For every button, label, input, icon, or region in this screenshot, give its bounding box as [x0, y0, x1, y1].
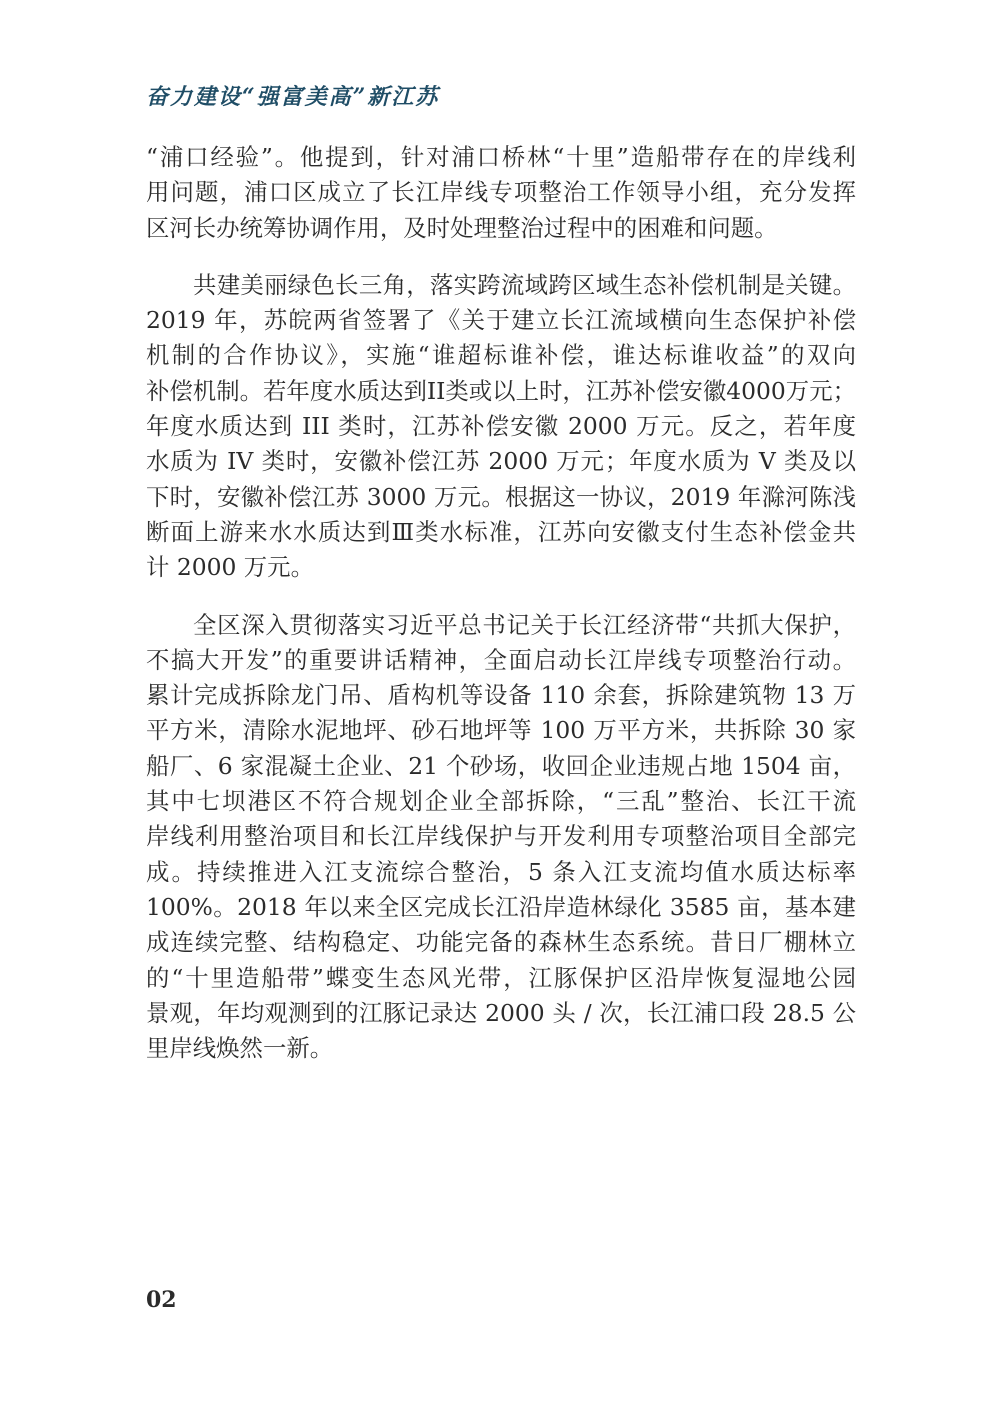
text-line: 船厂、6 家混凝土企业、21 个砂场，收回企业违规占地 1504 亩， — [146, 751, 856, 780]
text-line: 岸线利用整治项目和长江岸线保护与开发利用专项整治项目全部完 — [146, 822, 856, 851]
page-number: 02 — [146, 1287, 177, 1313]
paragraph-3 — [146, 608, 856, 1067]
text-line: 全区深入贯彻落实习近平总书记关于长江经济带“共抓大保护， — [193, 610, 856, 639]
paragraph-2 — [146, 268, 856, 586]
body-text — [146, 140, 856, 1088]
text-line: 补偿机制。若年度水质达到II类或以上时，江苏补偿安徽4000万元； — [146, 376, 856, 405]
text-line: 计 2000 万元。 — [146, 553, 314, 582]
text-line: 机制的合作协议》，实施“谁超标谁补偿，谁达标谁收益”的双向 — [146, 341, 856, 370]
running-header-title: 奋力建设“强富美高”新江苏 — [146, 84, 440, 110]
text-line: 用问题，浦口区成立了长江岸线专项整治工作领导小组，充分发挥 — [146, 178, 856, 207]
text-line: 共建美丽绿色长三角，落实跨流域跨区域生态补偿机制是关键。 — [193, 270, 856, 299]
text-line: 景观，年均观测到的江豚记录达 2000 头 / 次，长江浦口段 28.5 公 — [146, 998, 856, 1027]
text-line: 100%。2018 年以来全区完成长江沿岸造林绿化 3585 亩，基本建 — [146, 892, 856, 921]
text-line: 下时，安徽补偿江苏 3000 万元。根据这一协议，2019 年滁河陈浅 — [146, 482, 856, 511]
text-line: 成连续完整、结构稳定、功能完备的森林生态系统。昔日厂棚林立 — [146, 928, 856, 957]
text-line: 成。持续推进入江支流综合整治，5 条入江支流均值水质达标率 — [146, 857, 856, 886]
text-line: 断面上游来水水质达到Ⅲ类水标准，江苏向安徽支付生态补偿金共 — [146, 517, 856, 546]
text-line: 平方米，清除水泥地坪、砂石地坪等 100 万平方米，共拆除 30 家 — [146, 716, 856, 745]
paragraph-1 — [146, 140, 856, 246]
text-line: 累计完成拆除龙门吊、盾构机等设备 110 余套，拆除建筑物 13 万 — [146, 681, 856, 710]
text-line: “浦口经验”。他提到，针对浦口桥林“十里”造船带存在的岸线利 — [146, 143, 856, 171]
text-line: 水质为 IV 类时，安徽补偿江苏 2000 万元；年度水质为 V 类及以 — [146, 447, 856, 476]
text-line: 其中七坝港区不符合规划企业全部拆除，“三乱”整治、长江干流 — [146, 787, 856, 816]
text-line: 区河长办统筹协调作用，及时处理整治过程中的困难和问题。 — [146, 213, 778, 242]
text-line: 年度水质达到 III 类时，江苏补偿安徽 2000 万元。反之，若年度 — [146, 412, 856, 441]
text-line: 的“十里造船带”蝶变生态风光带，江豚保护区沿岸恢复湿地公园 — [146, 963, 856, 992]
text-line: 不搞大开发”的重要讲话精神，全面启动长江岸线专项整治行动。 — [146, 645, 856, 674]
text-line: 里岸线焕然一新。 — [146, 1034, 334, 1063]
text-line: 2019 年，苏皖两省签署了《关于建立长江流域横向生态保护补偿 — [146, 306, 856, 335]
